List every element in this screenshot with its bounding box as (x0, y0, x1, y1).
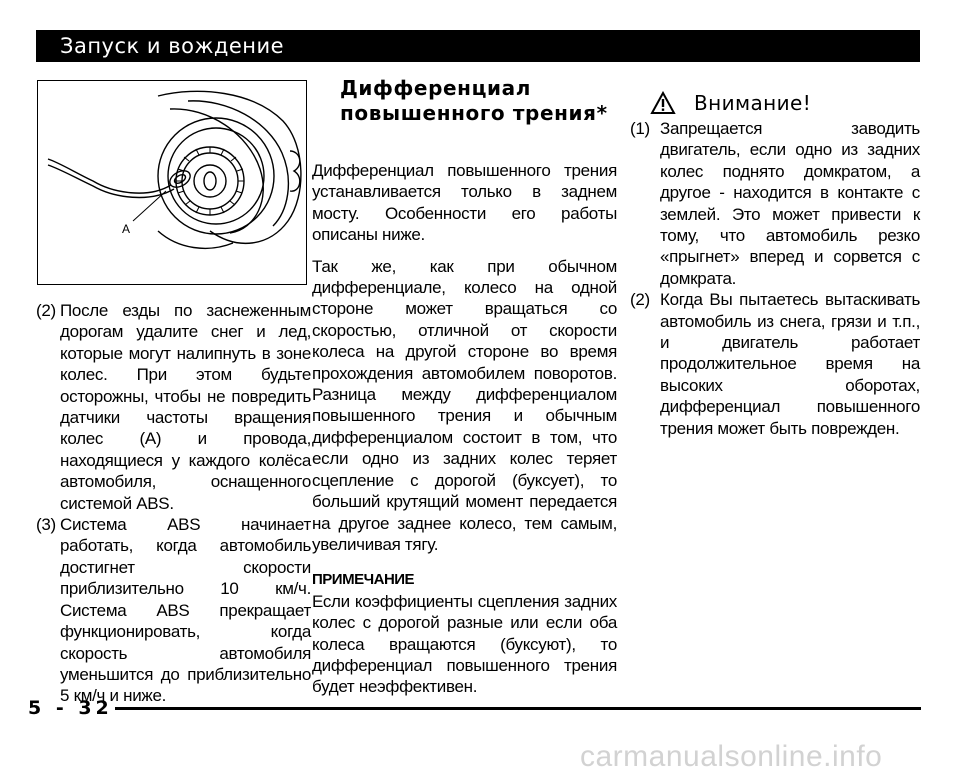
intro-paragraph: Дифференциал повышенного трения устанавливается только в заднем мосту. Особенности его работы описаны ниже. (312, 161, 617, 245)
warning-header (650, 88, 811, 118)
left-column (36, 300, 311, 707)
warning-triangle-icon (650, 91, 676, 115)
description-paragraph: Так же, как при обычном дифференциале, колесо на одной стороне может вращаться со скоростью, отличной от скорости колеса на другой стороне во время прохождения автомобилем поворотов. Разница между дифференциалом повышенного трения и обычным дифференциалом состоит в том, что если одно из задних колес теряет сцепление с дорогой (буксует), то больший крутящий момент передается на другое заднее колесо, тем самым, увеличивая тягу. (312, 256, 617, 554)
footer-divider (115, 707, 921, 710)
page-number: 5 - 32 (28, 697, 113, 719)
item-number: (1) (630, 119, 650, 138)
middle-column (312, 160, 617, 698)
section-header-title: Запуск и вождение (60, 34, 285, 58)
wheel-sensor-illustration (37, 80, 307, 285)
right-column (630, 118, 920, 439)
item-text: Система ABS начинает работать, когда автомобиль достигнет скорости приблизительно 10 км/ч. Система ABS прекращает функционировать, когда скорость автомобиля уменьшится до приблизительно 5 км/ч и ниже. (60, 515, 311, 706)
item-text: Запрещается заводить двигатель, если одно из задних колес поднято домкратом, а другое - находится в контакте с землей. Это может привести к тому, что автомобиль резко «прыгнет» вперед и сорвется с домкрата. (660, 119, 920, 288)
section-title: Дифференциал повышенного трения* (340, 76, 608, 125)
item-text: Когда Вы пытаетесь вытаскивать автомобиль из снега, грязи и т.п., и двигатель работает продолжительное время на высоких оборотах, дифференциал повышенного трения может быть поврежден. (660, 290, 920, 438)
wheel-hub-drawing (38, 81, 307, 285)
list-item (36, 514, 311, 707)
item-text: После езды по заснеженным дорогам удалите снег и лед, которые могут налипнуть в зоне колес. При этом будьте осторожны, чтобы не повредить датчики частоты вращения колес (A) и провода, находящиеся у каждого колёса автомобиля, оснащенного системой ABS. (60, 301, 311, 513)
warning-title: Внимание! (694, 91, 812, 115)
list-item (630, 118, 920, 289)
item-number: (2) (630, 290, 650, 310)
list-item (36, 300, 311, 514)
note-title: ПРИМЕЧАНИЕ (312, 571, 415, 589)
figure-label-a: A (122, 222, 131, 236)
item-number: (2) (36, 301, 56, 320)
note-text: Если коэффициенты сцепления задних колес с дорогой разные или если оба колеса вращаются (буксуют), то дифференциал повышенного трения будет неэффективен. (312, 591, 617, 697)
watermark-text: carmanualsonline.info (580, 740, 883, 773)
item-number: (3) (36, 515, 56, 535)
list-item (630, 289, 920, 439)
